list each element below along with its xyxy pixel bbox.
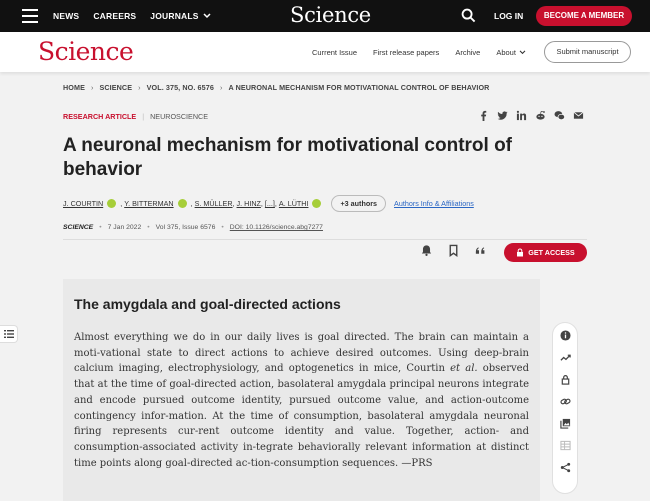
breadcrumb-article: A NEURONAL MECHANISM FOR MOTIVATIONAL CONTROL OF BEHAVIOR [228,83,490,92]
breadcrumb [63,83,489,92]
chevron-down-icon [203,13,211,19]
journal-header [0,32,650,72]
divider [63,239,587,240]
submit-manuscript-button[interactable]: Submit manuscript [544,41,631,63]
nav-careers[interactable]: CAREERS [93,11,137,21]
twitter-icon[interactable] [497,110,508,121]
publish-date: 7 Jan 2022 [107,224,142,231]
chevron-down-icon [519,50,526,55]
become-member-button[interactable]: BECOME A MEMBER [536,6,632,26]
nav-current-issue[interactable]: Current Issue [312,47,358,57]
article-title: A neuronal mechanism for motivational control of behavior [63,135,513,180]
email-icon[interactable] [573,110,584,121]
journal-name: SCIENCE [63,224,94,231]
article-type: RESEARCH ARTICLE [63,112,137,121]
author-link[interactable]: Y. BITTERMAN [124,199,174,208]
login-link[interactable]: LOG IN [494,11,524,21]
nav-first-release[interactable]: First release papers [373,47,440,57]
doi-link[interactable]: DOI: 10.1126/science.abg7277 [229,224,323,231]
article-actions [420,244,487,257]
menu-icon[interactable] [22,9,38,23]
article-section[interactable]: NEUROSCIENCE [150,112,209,121]
lock-icon[interactable] [560,374,571,385]
wechat-icon[interactable] [554,110,565,121]
bookmark-icon[interactable] [447,244,460,257]
info-icon[interactable] [560,330,571,341]
share-bar [478,110,584,121]
metrics-icon[interactable] [560,352,571,363]
author-ellipsis[interactable]: [...] [264,199,275,208]
breadcrumb-science[interactable]: SCIENCE [99,83,133,92]
reddit-icon[interactable] [535,110,546,121]
journal-nav [312,32,526,72]
author-link[interactable]: S. MÜLLER [194,199,233,208]
author-link[interactable]: J. COURTIN [63,199,104,208]
journal-logo[interactable]: Science [38,37,134,66]
lock-icon [516,248,524,257]
images-icon[interactable] [560,418,571,429]
share-icon[interactable] [560,462,571,473]
chevron-right-icon: › [138,83,141,92]
publication-info: SCIENCE • 7 Jan 2022 • Vol 375, Issue 6576 • DOI: 10.1126/science.abg7277 [63,224,323,231]
bell-icon[interactable] [420,244,433,257]
get-access-button[interactable]: GET ACCESS [504,243,587,262]
science-logo[interactable]: Science [290,3,371,27]
top-bar [0,0,650,32]
list-icon [4,330,14,338]
affiliations-link[interactable]: Authors Info & Affiliations [394,199,474,208]
chevron-right-icon: › [90,83,94,92]
tables-icon[interactable] [560,440,571,451]
orcid-icon[interactable] [178,199,187,208]
volume-issue[interactable]: Vol 375, Issue 6576 [155,224,216,231]
link-icon[interactable] [560,396,571,407]
orcid-icon[interactable] [312,199,321,208]
article-tools-rail [552,322,578,494]
breadcrumb-issue[interactable]: VOL. 375, NO. 6576 [146,83,214,92]
nav-news[interactable]: NEWS [53,11,80,21]
orcid-icon[interactable] [107,199,116,208]
nav-about[interactable]: About [496,48,526,57]
editor-summary [63,279,540,501]
more-authors-button[interactable]: +3 authors [331,195,386,212]
author-link[interactable]: J. HINZ [236,199,261,208]
breadcrumb-home[interactable]: HOME [63,83,85,92]
summary-heading: The amygdala and goal-directed actions [74,296,341,312]
table-of-contents-button[interactable] [0,325,18,343]
article-tags: RESEARCH ARTICLE | NEUROSCIENCE [63,112,209,121]
author-list: J. COURTIN , Y. BITTERMAN , S. MÜLLER , J. HINZ , [...] , A. LÜTHI +3 authors Authors Info & Affiliations [63,195,474,212]
nav-archive[interactable]: Archive [455,47,481,57]
search-icon[interactable] [461,8,476,23]
linkedin-icon[interactable] [516,110,527,121]
top-nav [53,0,211,32]
nav-journals[interactable]: JOURNALS [150,11,210,21]
author-link[interactable]: A. LÜTHI [278,199,309,208]
facebook-icon[interactable] [478,110,489,121]
chevron-right-icon: › [219,83,223,92]
summary-text: Almost everything we do in our daily lives is goal directed. The brain can maintain a moti-vational state to direct actions to achieve desired outcomes. Using deep-brain calcium imaging, electrophysiology, and optogenetics in mice, Courtin et al. observed that at the time of goal-directed action, basolateral amygdala principal neurons integrate and encode pursued outcome identity, pursued outcome value, and action-outcome contingency infor-mation. At the time of consumption, basolateral amygdala neuronal firing represents cur-rent outcome identity and value. Together, action- and consumption-associated activity in-tegrate behaviorally relevant information at distinct time points along goal-directed ac-tion-consumption sequences. —PRS [74,332,529,469]
cite-icon[interactable] [474,244,487,257]
